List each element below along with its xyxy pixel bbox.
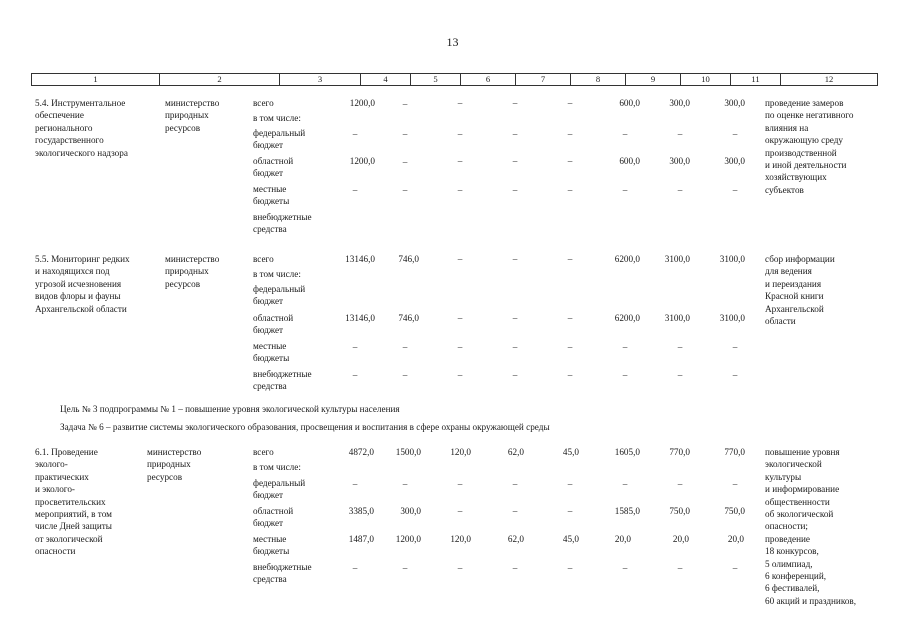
cell-ext-c11: – (732, 563, 738, 573)
page-number: 13 (446, 35, 459, 49)
label-extrabudget: внебюджетные средства (253, 369, 312, 392)
cell-ext-c10: – (677, 370, 683, 380)
header-col-9: 9 (626, 74, 681, 85)
cell-fed-c6: – (457, 129, 463, 139)
label-federal: федеральный бюджет (253, 478, 306, 501)
label-regional: областной бюджет (253, 313, 294, 336)
measure-name: 6.1. Проведение эколого- практических и эколого- просветительских мероприятий, в том числе Дней защиты от экологической опасности (35, 447, 112, 557)
label-federal: федеральный бюджет (253, 284, 306, 307)
cell-total-c4: 1200,0 (349, 98, 375, 108)
cell-loc-c8: – (567, 342, 573, 352)
cell-total-c10: 3100,0 (664, 254, 690, 264)
cell-fed-c7: – (512, 129, 518, 139)
header-col-4: 4 (361, 74, 411, 85)
cell-loc-c9: 20,0 (614, 534, 631, 544)
cell-loc-c8: – (567, 185, 573, 195)
cell-ext-c7: – (512, 563, 518, 573)
cell-reg-c11: 750,0 (724, 506, 745, 516)
cell-reg-c11: 3100,0 (719, 313, 745, 323)
cell-reg-c4: 1200,0 (349, 156, 375, 166)
label-extrabudget: внебюджетные средства (253, 212, 312, 235)
label-including: в том числе: (253, 269, 301, 279)
cell-reg-c5: _ (402, 154, 408, 164)
header-col-6: 6 (461, 74, 516, 85)
cell-reg-c7: – (512, 313, 518, 323)
cell-total-c10: 300,0 (669, 98, 690, 108)
cell-total-c9: 6200,0 (614, 254, 640, 264)
cell-reg-c9: 600,0 (619, 156, 640, 166)
cell-total-c7: 62,0 (507, 447, 524, 457)
cell-fed-c4: – (352, 479, 358, 489)
label-including: в том числе: (253, 462, 301, 472)
expected-result: проведение замеров по оценке негативного влияния на окружающую среду производственной и иной деятельности хозяйствующих субъектов (765, 98, 854, 195)
cell-reg-c6: – (457, 313, 463, 323)
header-col-1: 1 (32, 74, 160, 85)
header-col-10: 10 (681, 74, 731, 85)
executor: министерство природных ресурсов (165, 98, 220, 133)
cell-ext-c4: – (352, 563, 358, 573)
label-local: местные бюджеты (253, 341, 290, 364)
cell-reg-c7: – (512, 156, 518, 166)
cell-ext-c8: – (567, 563, 573, 573)
cell-total-c8: – (567, 98, 573, 108)
header-col-5: 5 (411, 74, 461, 85)
cell-loc-c8: 45,0 (562, 534, 579, 544)
cell-loc-c10: – (677, 342, 683, 352)
label-extrabudget: внебюджетные средства (253, 562, 312, 585)
cell-ext-c7: – (512, 370, 518, 380)
expected-result: повышение уровня экологической культуры и информирование общественности об экологической опасности; проведение 18 конкурсов, 5 олимпиад, 6 конференций, 6 фестивалей, 60 акций и праздников, (765, 447, 857, 606)
cell-reg-c6: – (457, 156, 463, 166)
cell-total-c9: 1605,0 (614, 447, 640, 457)
cell-total-c10: 770,0 (669, 447, 690, 457)
cell-loc-c10: 20,0 (672, 534, 689, 544)
label-total: всего (253, 254, 274, 264)
header-col-8: 8 (571, 74, 626, 85)
cell-fed-c11: – (732, 129, 738, 139)
cell-reg-c7: – (512, 506, 518, 516)
label-federal: федеральный бюджет (253, 128, 306, 151)
cell-loc-c7: – (512, 185, 518, 195)
label-local: местные бюджеты (253, 534, 290, 557)
cell-fed-c10: – (677, 479, 683, 489)
cell-reg-c4: 3385,0 (348, 506, 374, 516)
cell-total-c5: 1500,0 (395, 447, 421, 457)
cell-loc-c4: 1487,0 (348, 534, 374, 544)
cell-ext-c6: – (457, 370, 463, 380)
cell-total-c11: 3100,0 (719, 254, 745, 264)
cell-reg-c8: – (567, 506, 573, 516)
cell-total-c6: – (457, 254, 463, 264)
cell-ext-c10: – (677, 563, 683, 573)
cell-fed-c5: – (402, 479, 408, 489)
cell-total-c4: 4872,0 (348, 447, 374, 457)
header-col-3: 3 (280, 74, 361, 85)
cell-total-c6: – (457, 98, 463, 108)
cell-loc-c5: – (402, 185, 408, 195)
cell-reg-c10: 300,0 (669, 156, 690, 166)
cell-reg-c8: – (567, 156, 573, 166)
cell-fed-c8: – (567, 479, 573, 489)
cell-reg-c4: 13146,0 (345, 313, 375, 323)
cell-reg-c5: 300,0 (400, 506, 421, 516)
cell-total-c7: – (512, 98, 518, 108)
header-col-12: 12 (824, 74, 834, 84)
label-regional: областной бюджет (253, 506, 294, 529)
goal-heading: Цель № 3 подпрограммы № 1 – повышение уровня экологической культуры населения (60, 404, 400, 414)
cell-ext-c5: – (402, 370, 408, 380)
cell-total-c8: 45,0 (562, 447, 579, 457)
cell-loc-c11: – (732, 342, 738, 352)
cell-fed-c5: – (402, 129, 408, 139)
cell-loc-c6: – (457, 342, 463, 352)
cell-total-c8: – (567, 254, 573, 264)
cell-reg-c9: 1585,0 (614, 506, 640, 516)
cell-loc-c5: – (402, 342, 408, 352)
cell-total-c11: 300,0 (724, 98, 745, 108)
executor: министерство природных ресурсов (147, 447, 202, 482)
cell-total-c9: 600,0 (619, 98, 640, 108)
cell-loc-c9: – (622, 185, 628, 195)
cell-ext-c11: – (732, 370, 738, 380)
cell-reg-c6: – (457, 506, 463, 516)
cell-fed-c10: – (677, 129, 683, 139)
cell-ext-c8: – (567, 370, 573, 380)
cell-loc-c4: – (352, 342, 358, 352)
cell-total-c11: 770,0 (724, 447, 745, 457)
cell-loc-c7: – (512, 342, 518, 352)
task-heading: Задача № 6 – развитие системы экологического образования, просвещения и воспитания в сфере охраны окружающей среды (60, 422, 550, 432)
cell-fed-c9: – (622, 479, 628, 489)
cell-total-c7: – (512, 254, 518, 264)
label-including: в том числе: (253, 113, 301, 123)
cell-fed-c6: – (457, 479, 463, 489)
cell-loc-c5: 1200,0 (395, 534, 421, 544)
header-col-2: 2 (160, 74, 280, 85)
cell-fed-c7: – (512, 479, 518, 489)
cell-total-c4: 13146,0 (345, 254, 375, 264)
cell-fed-c4: – (352, 129, 358, 139)
measure-name: 5.4. Инструментальное обеспечение регионального государственного экологического надзора (35, 98, 128, 158)
cell-loc-c9: – (622, 342, 628, 352)
label-regional: областной бюджет (253, 156, 294, 179)
cell-ext-c9: – (622, 370, 628, 380)
label-total: всего (253, 447, 274, 457)
cell-total-c5: 746,0 (398, 254, 419, 264)
cell-reg-c9: 6200,0 (614, 313, 640, 323)
cell-ext-c6: – (457, 563, 463, 573)
table-header-row (31, 73, 878, 86)
cell-loc-c4: – (352, 185, 358, 195)
executor: министерство природных ресурсов (165, 254, 220, 289)
cell-total-c5: _ (402, 96, 408, 106)
cell-ext-c4: – (352, 370, 358, 380)
cell-fed-c8: – (567, 129, 573, 139)
cell-reg-c11: 300,0 (724, 156, 745, 166)
cell-ext-c5: – (402, 563, 408, 573)
expected-result: сбор информации для ведения и переиздания Красной книги Архангельской области (765, 254, 835, 327)
cell-reg-c10: 750,0 (669, 506, 690, 516)
cell-fed-c9: – (622, 129, 628, 139)
cell-reg-c10: 3100,0 (664, 313, 690, 323)
label-total: всего (253, 98, 274, 108)
cell-ext-c9: – (622, 563, 628, 573)
cell-loc-c7: 62,0 (507, 534, 524, 544)
cell-loc-c6: 120,0 (450, 534, 471, 544)
cell-loc-c10: – (677, 185, 683, 195)
measure-name: 5.5. Мониторинг редких и находящихся под угрозой исчезновения видов флоры и фауны Архангельской области (35, 254, 130, 314)
cell-loc-c11: 20,0 (727, 534, 744, 544)
cell-loc-c11: – (732, 185, 738, 195)
cell-loc-c6: – (457, 185, 463, 195)
cell-reg-c5: 746,0 (398, 313, 419, 323)
label-local: местные бюджеты (253, 184, 290, 207)
header-col-11: 11 (731, 74, 781, 85)
cell-fed-c11: – (732, 479, 738, 489)
cell-reg-c8: – (567, 313, 573, 323)
header-col-7: 7 (516, 74, 571, 85)
cell-total-c6: 120,0 (450, 447, 471, 457)
